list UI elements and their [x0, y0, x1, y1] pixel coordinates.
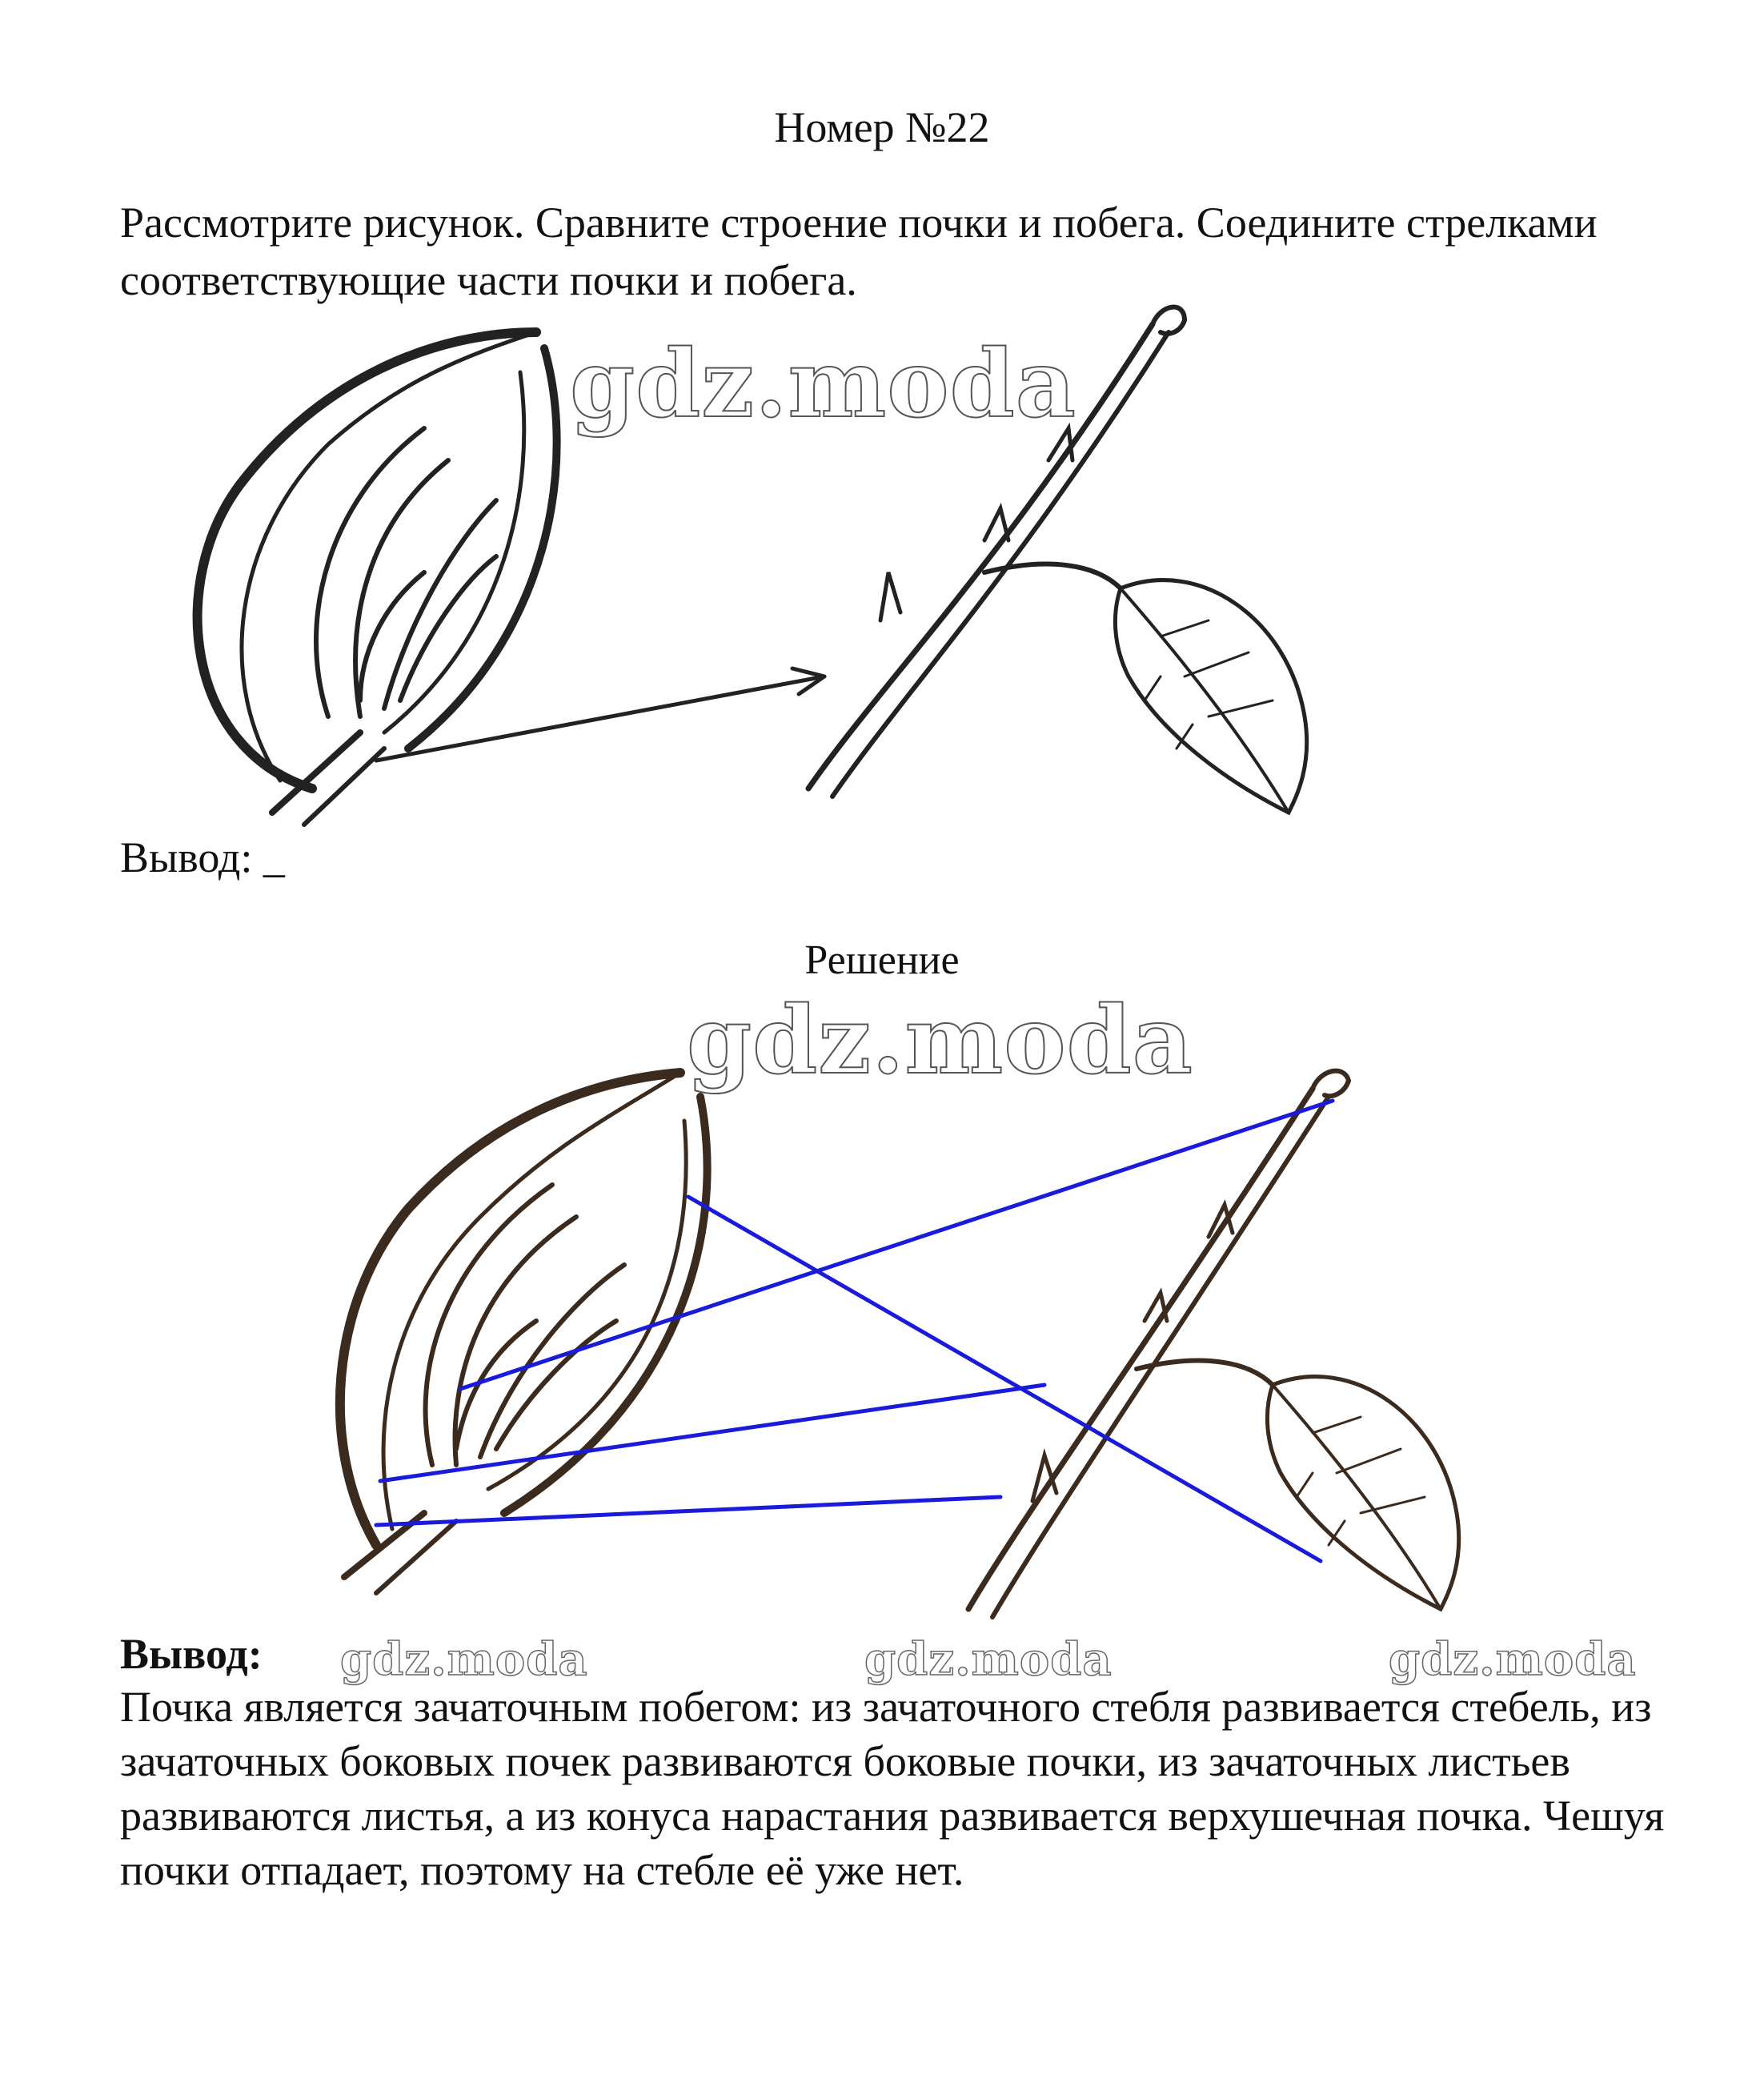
conclusion-label: Вывод: — [120, 1630, 263, 1678]
task-text: Рассмотрите рисунок. Сравните строение почки и побега. Соедините стрелками соответствующие части почки и побега. — [120, 199, 1598, 304]
page-title: Номер №22 — [774, 103, 990, 151]
watermark: gdz.moda — [570, 330, 1076, 439]
watermark: gdz.moda — [687, 986, 1193, 1095]
watermark: gdz.moda — [1389, 1633, 1637, 1686]
watermark: gdz.moda — [864, 1633, 1113, 1686]
watermark: gdz.moda — [340, 1633, 588, 1686]
solution-illustration — [320, 1065, 1481, 1609]
solution-heading: Решение — [804, 937, 960, 983]
conclusion-blank: Вывод: _ — [120, 833, 285, 881]
answer-text: Почка является зачаточным побегом: из зачаточного стебля развивается стебель, из зачаточных боковых почек развиваются боковые почки, из зачаточных листьев развиваются листья, а из конуса нарастания развивается верхушечная почка. Чешуя почки отпадает, поэтому на стебле её уже нет. — [120, 1683, 1665, 1894]
